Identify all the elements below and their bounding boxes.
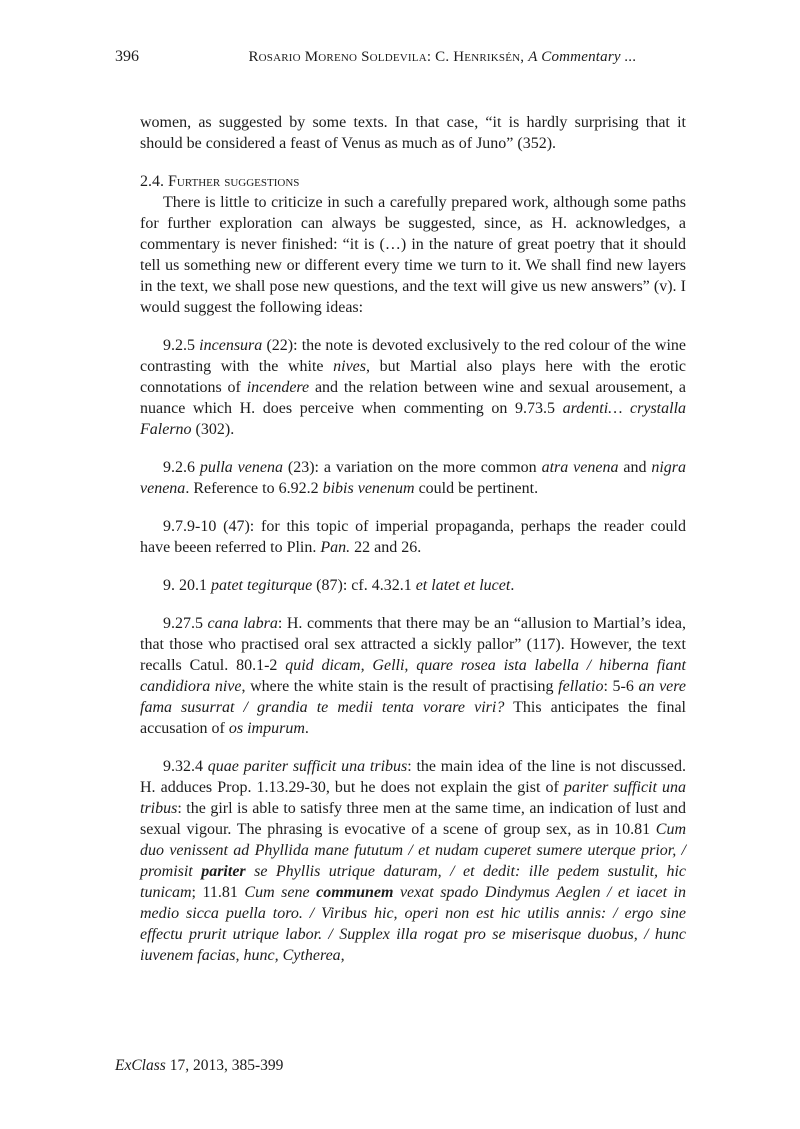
note-9-20-1: 9. 20.1 patet tegiturque (87): cf. 4.32.1 et latet et lucet. [163,577,515,594]
body-text-block [140,112,686,966]
note-9-32-4: 9.32.4 quae pariter sufficit una tribus: the main idea of the line is not discussed. H. adduces Prop. 1.13.29-30, but he does not explain the gist of pariter sufficit una tribus: the girl is able to satisfy three men at the same time, an indication of lust and sexual vigour. The phrasing is evocative of a scene of group sex, as in 10.81 Cum duo venissent ad Phyllida mane fututum / et nudam cuperet sumere uterque prior, / promisit pariter se Phyllis utrique daturam, / et dedit: ille pedem sustulit, hic tunicam; 11.81 Cum sene communem vexat spado Dindymus Aeglen / et iacet in medio sicca puella toro. / Viribus hic, operi non est hic utilis annis: / ergo sine effectu prurit utrique labor. / Supplex illa rogat pro se miserisque duobus, / hunc iuvenem facias, hunc, Cytherea, [140,758,687,964]
note-9-2-6: 9.2.6 pulla venena (23): a variation on the more common atra venena and nigra venena. Reference to 6.92.2 bibis venenum could be pertinent. [140,459,687,497]
page-number: 396 [115,48,139,65]
section-heading: 2.4. Further suggestions [140,173,300,190]
running-header-title: Rosario Moreno Soldevila: C. Henriksén, A Commentary ... [248,49,637,65]
journal-footer: ExClass 17, 2013, 385-399 [115,1057,284,1074]
note-9-7-9-10: 9.7.9-10 (47): for this topic of imperial propaganda, perhaps the reader could have beeen referred to Plin. Pan. 22 and 26. [140,518,686,556]
note-9-2-5: 9.2.5 incensura (22): the note is devoted exclusively to the red colour of the wine contrasting with the white nives, but Martial also plays here with the erotic connotations of incendere and the relation between wine and sexual arousement, a nuance which H. does perceive when commenting on 9.73.5 ardenti… crystalla Falerno (302). [140,337,687,438]
paragraph-continuation: women, as suggested by some texts. In that case, “it is hardly surprising that it should be considered a feast of Venus as much as of Juno” (352). [140,114,686,152]
note-9-27-5: 9.27.5 cana labra: H. comments that there may be an “allusion to Martial’s idea, that those who practised oral sex attracted a sickly pallor” (117). However, the text recalls Catul. 80.1-2 quid dicam, Gelli, quare rosea ista labella / hiberna fiant candidiora nive, where the white stain is the result of practising fellatio: 5-6 an vere fama susurrat / grandia te medii tenta vorare viri? This anticipates the final accusation of os impurum. [140,615,687,737]
running-header [115,48,700,66]
paragraph-intro: There is little to criticize in such a carefully prepared work, although some paths for further exploration can always be suggested, since, as H. acknowledges, a commentary is never finished: “it is (…) in the nature of great poetry that it should tell us something new or different every time we turn to it. We shall find new layers in the text, we shall pose new questions, and the text will give us new answers” (v). I would suggest the following ideas: [140,194,686,316]
